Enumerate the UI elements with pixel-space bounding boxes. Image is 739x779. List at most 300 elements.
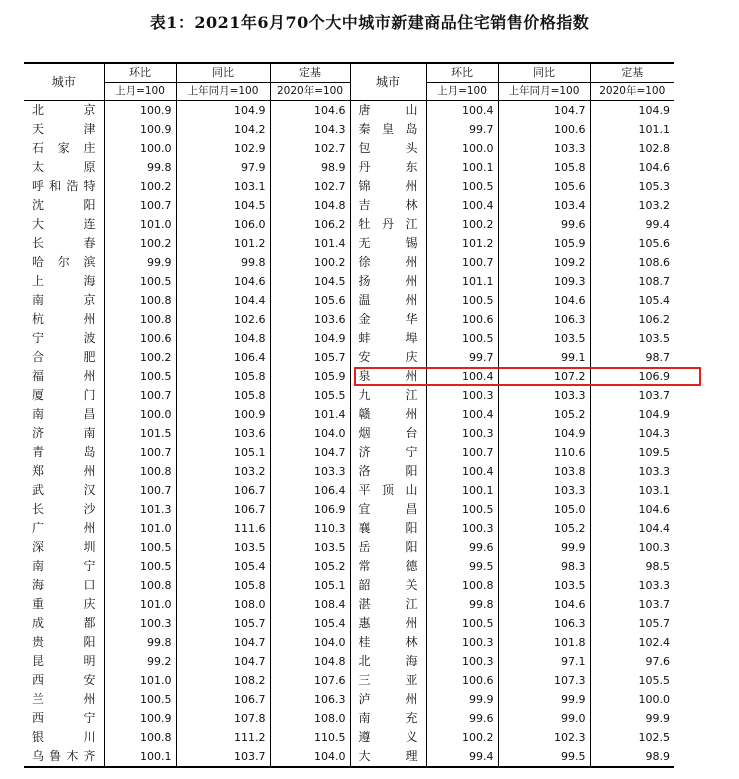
city-cell: 宁 波 bbox=[32, 331, 96, 345]
city-cell: 重 庆 bbox=[32, 597, 96, 611]
value-cell: 100.7 bbox=[104, 196, 176, 215]
value-cell: 100.8 bbox=[104, 310, 176, 329]
value-cell: 108.4 bbox=[270, 595, 350, 614]
value-cell: 105.2 bbox=[498, 519, 590, 538]
value-cell: 99.8 bbox=[176, 253, 270, 272]
value-cell: 104.6 bbox=[498, 291, 590, 310]
value-cell: 100.9 bbox=[104, 709, 176, 728]
city-cell: 牡丹江 bbox=[350, 215, 426, 234]
value-cell: 100.0 bbox=[426, 139, 498, 158]
city-cell: 吉 林 bbox=[350, 196, 426, 215]
header-city: 城市 bbox=[350, 63, 426, 101]
value-cell: 98.3 bbox=[498, 557, 590, 576]
value-cell: 102.9 bbox=[176, 139, 270, 158]
city-cell: 襄 阳 bbox=[350, 519, 426, 538]
table-row bbox=[24, 272, 674, 291]
value-cell: 111.6 bbox=[176, 519, 270, 538]
value-cell: 104.8 bbox=[176, 329, 270, 348]
value-cell: 101.4 bbox=[270, 405, 350, 424]
value-cell: 100.3 bbox=[426, 424, 498, 443]
city-cell: 泸 州 bbox=[350, 690, 426, 709]
city-cell: 大 连 bbox=[32, 217, 96, 231]
city-cell: 南 京 bbox=[32, 293, 96, 307]
value-cell: 100.0 bbox=[104, 139, 176, 158]
city-cell: 平顶山 bbox=[350, 481, 426, 500]
value-cell: 104.0 bbox=[270, 633, 350, 652]
header-yoy: 同比 bbox=[498, 63, 590, 83]
city-cell: 长 春 bbox=[32, 236, 96, 250]
value-cell: 106.2 bbox=[270, 215, 350, 234]
value-cell: 103.2 bbox=[590, 196, 674, 215]
value-cell: 99.7 bbox=[426, 348, 498, 367]
value-cell: 106.3 bbox=[498, 614, 590, 633]
table-row bbox=[24, 709, 674, 728]
city-cell: 西 安 bbox=[32, 673, 96, 687]
table-row bbox=[24, 652, 674, 671]
value-cell: 105.0 bbox=[498, 500, 590, 519]
value-cell: 100.5 bbox=[426, 500, 498, 519]
table-row bbox=[24, 614, 674, 633]
value-cell: 106.7 bbox=[176, 500, 270, 519]
header-mom-sub: 上月=100 bbox=[104, 83, 176, 101]
city-cell: 包 头 bbox=[350, 139, 426, 158]
value-cell: 100.4 bbox=[426, 196, 498, 215]
city-cell: 丹 东 bbox=[350, 158, 426, 177]
value-cell: 98.5 bbox=[590, 557, 674, 576]
value-cell: 99.9 bbox=[590, 709, 674, 728]
city-cell: 遵 义 bbox=[350, 728, 426, 747]
value-cell: 100.8 bbox=[104, 728, 176, 747]
value-cell: 100.5 bbox=[426, 177, 498, 196]
value-cell: 108.7 bbox=[590, 272, 674, 291]
value-cell: 103.7 bbox=[590, 386, 674, 405]
value-cell: 105.8 bbox=[176, 367, 270, 386]
value-cell: 100.6 bbox=[426, 310, 498, 329]
city-cell: 常 德 bbox=[350, 557, 426, 576]
header-mom-sub: 上月=100 bbox=[426, 83, 498, 101]
value-cell: 105.7 bbox=[176, 614, 270, 633]
value-cell: 104.6 bbox=[590, 500, 674, 519]
value-cell: 100.3 bbox=[426, 652, 498, 671]
header-yoy: 同比 bbox=[176, 63, 270, 83]
value-cell: 100.8 bbox=[104, 462, 176, 481]
value-cell: 105.2 bbox=[270, 557, 350, 576]
table-row bbox=[24, 139, 674, 158]
city-cell: 赣 州 bbox=[350, 405, 426, 424]
table-row bbox=[24, 348, 674, 367]
value-cell: 105.6 bbox=[498, 177, 590, 196]
value-cell: 104.9 bbox=[590, 405, 674, 424]
value-cell: 105.4 bbox=[590, 291, 674, 310]
city-cell: 韶 关 bbox=[350, 576, 426, 595]
city-cell: 厦 门 bbox=[32, 388, 96, 402]
value-cell: 110.6 bbox=[498, 443, 590, 462]
value-cell: 106.2 bbox=[590, 310, 674, 329]
value-cell: 103.5 bbox=[176, 538, 270, 557]
city-cell: 北 海 bbox=[350, 652, 426, 671]
value-cell: 103.8 bbox=[498, 462, 590, 481]
city-cell: 蚌 埠 bbox=[350, 329, 426, 348]
value-cell: 100.5 bbox=[426, 329, 498, 348]
value-cell: 106.3 bbox=[498, 310, 590, 329]
value-cell: 109.5 bbox=[590, 443, 674, 462]
table-row bbox=[24, 728, 674, 747]
value-cell: 104.7 bbox=[270, 443, 350, 462]
value-cell: 100.2 bbox=[426, 728, 498, 747]
value-cell: 103.7 bbox=[590, 595, 674, 614]
value-cell: 106.9 bbox=[590, 367, 674, 386]
city-cell: 无 锡 bbox=[350, 234, 426, 253]
value-cell: 104.2 bbox=[176, 120, 270, 139]
value-cell: 101.0 bbox=[104, 671, 176, 690]
value-cell: 101.4 bbox=[270, 234, 350, 253]
value-cell: 104.6 bbox=[590, 158, 674, 177]
header-base: 定基 bbox=[270, 63, 350, 83]
city-cell: 武 汉 bbox=[32, 483, 96, 497]
city-cell: 安 庆 bbox=[350, 348, 426, 367]
value-cell: 100.4 bbox=[426, 405, 498, 424]
value-cell: 104.4 bbox=[590, 519, 674, 538]
value-cell: 102.3 bbox=[498, 728, 590, 747]
value-cell: 99.1 bbox=[498, 348, 590, 367]
value-cell: 101.2 bbox=[176, 234, 270, 253]
value-cell: 106.4 bbox=[176, 348, 270, 367]
value-cell: 105.8 bbox=[176, 386, 270, 405]
value-cell: 104.5 bbox=[176, 196, 270, 215]
city-cell: 唐 山 bbox=[350, 101, 426, 121]
city-cell: 三 亚 bbox=[350, 671, 426, 690]
value-cell: 109.2 bbox=[498, 253, 590, 272]
value-cell: 103.3 bbox=[498, 386, 590, 405]
value-cell: 103.1 bbox=[590, 481, 674, 500]
city-cell: 天 津 bbox=[32, 122, 96, 136]
value-cell: 107.8 bbox=[176, 709, 270, 728]
city-cell: 杭 州 bbox=[32, 312, 96, 326]
city-cell: 兰 州 bbox=[32, 692, 96, 706]
value-cell: 103.6 bbox=[176, 424, 270, 443]
table-row bbox=[24, 557, 674, 576]
value-cell: 100.4 bbox=[426, 101, 498, 121]
value-cell: 106.7 bbox=[176, 481, 270, 500]
value-cell: 105.5 bbox=[270, 386, 350, 405]
city-cell: 秦皇岛 bbox=[350, 120, 426, 139]
value-cell: 106.7 bbox=[176, 690, 270, 709]
value-cell: 111.2 bbox=[176, 728, 270, 747]
value-cell: 104.9 bbox=[176, 101, 270, 121]
value-cell: 99.9 bbox=[498, 538, 590, 557]
value-cell: 100.6 bbox=[498, 120, 590, 139]
value-cell: 100.4 bbox=[426, 462, 498, 481]
value-cell: 100.7 bbox=[104, 386, 176, 405]
value-cell: 101.0 bbox=[104, 215, 176, 234]
value-cell: 104.5 bbox=[270, 272, 350, 291]
table-row bbox=[24, 215, 674, 234]
value-cell: 100.7 bbox=[104, 481, 176, 500]
table-row bbox=[24, 424, 674, 443]
value-cell: 100.6 bbox=[426, 671, 498, 690]
value-cell: 103.5 bbox=[498, 576, 590, 595]
value-cell: 108.0 bbox=[176, 595, 270, 614]
value-cell: 104.7 bbox=[176, 633, 270, 652]
value-cell: 107.2 bbox=[498, 367, 590, 386]
city-cell: 长 沙 bbox=[32, 502, 96, 516]
header-mom: 环比 bbox=[104, 63, 176, 83]
value-cell: 103.5 bbox=[590, 329, 674, 348]
value-cell: 99.6 bbox=[498, 215, 590, 234]
table-row bbox=[24, 576, 674, 595]
value-cell: 100.8 bbox=[104, 291, 176, 310]
value-cell: 105.3 bbox=[590, 177, 674, 196]
table-row bbox=[24, 158, 674, 177]
city-cell: 成 都 bbox=[32, 616, 96, 630]
value-cell: 108.6 bbox=[590, 253, 674, 272]
value-cell: 100.3 bbox=[426, 633, 498, 652]
value-cell: 100.5 bbox=[104, 538, 176, 557]
value-cell: 108.0 bbox=[270, 709, 350, 728]
value-cell: 105.8 bbox=[176, 576, 270, 595]
value-cell: 104.0 bbox=[270, 424, 350, 443]
city-cell: 西 宁 bbox=[32, 711, 96, 725]
value-cell: 99.8 bbox=[104, 633, 176, 652]
city-cell: 锦 州 bbox=[350, 177, 426, 196]
value-cell: 100.9 bbox=[104, 120, 176, 139]
value-cell: 105.7 bbox=[270, 348, 350, 367]
value-cell: 99.6 bbox=[426, 709, 498, 728]
city-cell: 郑 州 bbox=[32, 464, 96, 478]
value-cell: 106.4 bbox=[270, 481, 350, 500]
table-row bbox=[24, 234, 674, 253]
city-cell: 沈 阳 bbox=[32, 198, 96, 212]
city-cell: 泉 州 bbox=[350, 367, 426, 386]
value-cell: 100.8 bbox=[104, 576, 176, 595]
value-cell: 104.9 bbox=[270, 329, 350, 348]
value-cell: 102.6 bbox=[176, 310, 270, 329]
value-cell: 103.7 bbox=[176, 747, 270, 767]
value-cell: 105.2 bbox=[498, 405, 590, 424]
value-cell: 100.5 bbox=[104, 367, 176, 386]
city-cell: 昆 明 bbox=[32, 654, 96, 668]
value-cell: 103.4 bbox=[498, 196, 590, 215]
table-row bbox=[24, 120, 674, 139]
value-cell: 100.1 bbox=[426, 481, 498, 500]
value-cell: 100.5 bbox=[426, 614, 498, 633]
value-cell: 110.3 bbox=[270, 519, 350, 538]
city-cell: 广 州 bbox=[32, 521, 96, 535]
value-cell: 98.7 bbox=[590, 348, 674, 367]
header-city: 城市 bbox=[51, 75, 76, 89]
value-cell: 99.8 bbox=[104, 158, 176, 177]
table-row bbox=[24, 671, 674, 690]
city-cell: 青 岛 bbox=[32, 445, 96, 459]
value-cell: 106.0 bbox=[176, 215, 270, 234]
value-cell: 101.2 bbox=[426, 234, 498, 253]
value-cell: 100.3 bbox=[426, 386, 498, 405]
value-cell: 104.8 bbox=[270, 652, 350, 671]
city-cell: 宜 昌 bbox=[350, 500, 426, 519]
value-cell: 108.2 bbox=[176, 671, 270, 690]
value-cell: 104.3 bbox=[590, 424, 674, 443]
value-cell: 105.8 bbox=[498, 158, 590, 177]
page-title: 表1：2021年6月70个大中城市新建商品住宅销售价格指数 bbox=[149, 13, 590, 32]
value-cell: 103.3 bbox=[590, 576, 674, 595]
value-cell: 101.0 bbox=[104, 519, 176, 538]
value-cell: 104.4 bbox=[176, 291, 270, 310]
value-cell: 103.5 bbox=[498, 329, 590, 348]
value-cell: 100.0 bbox=[590, 690, 674, 709]
value-cell: 104.6 bbox=[270, 101, 350, 121]
value-cell: 100.9 bbox=[176, 405, 270, 424]
value-cell: 100.9 bbox=[104, 101, 176, 121]
table-row bbox=[24, 310, 674, 329]
city-cell: 太 原 bbox=[32, 160, 96, 174]
value-cell: 100.5 bbox=[426, 291, 498, 310]
value-cell: 99.8 bbox=[426, 595, 498, 614]
table-row bbox=[24, 177, 674, 196]
value-cell: 100.2 bbox=[270, 253, 350, 272]
value-cell: 100.4 bbox=[426, 367, 498, 386]
value-cell: 100.2 bbox=[104, 348, 176, 367]
value-cell: 100.5 bbox=[104, 557, 176, 576]
value-cell: 102.8 bbox=[590, 139, 674, 158]
value-cell: 104.6 bbox=[498, 595, 590, 614]
city-cell: 呼和浩特 bbox=[32, 179, 96, 193]
value-cell: 105.1 bbox=[176, 443, 270, 462]
table-body bbox=[24, 101, 674, 768]
city-cell: 湛 江 bbox=[350, 595, 426, 614]
value-cell: 105.9 bbox=[270, 367, 350, 386]
value-cell: 103.5 bbox=[270, 538, 350, 557]
value-cell: 99.0 bbox=[498, 709, 590, 728]
city-cell: 深 圳 bbox=[32, 540, 96, 554]
city-cell: 九 江 bbox=[350, 386, 426, 405]
city-cell: 南 充 bbox=[350, 709, 426, 728]
city-cell: 南 宁 bbox=[32, 559, 96, 573]
value-cell: 104.9 bbox=[590, 101, 674, 121]
value-cell: 106.9 bbox=[270, 500, 350, 519]
value-cell: 100.3 bbox=[590, 538, 674, 557]
city-cell: 南 昌 bbox=[32, 407, 96, 421]
city-cell: 贵 阳 bbox=[32, 635, 96, 649]
header-base-sub: 2020年=100 bbox=[590, 83, 674, 101]
value-cell: 100.2 bbox=[104, 177, 176, 196]
city-cell: 大 理 bbox=[350, 747, 426, 767]
value-cell: 103.6 bbox=[270, 310, 350, 329]
value-cell: 97.1 bbox=[498, 652, 590, 671]
table-row bbox=[24, 633, 674, 652]
value-cell: 105.9 bbox=[498, 234, 590, 253]
value-cell: 102.7 bbox=[270, 139, 350, 158]
value-cell: 98.9 bbox=[590, 747, 674, 767]
city-cell: 徐 州 bbox=[350, 253, 426, 272]
city-cell: 海 口 bbox=[32, 578, 96, 592]
header-yoy-sub: 上年同月=100 bbox=[498, 83, 590, 101]
city-cell: 惠 州 bbox=[350, 614, 426, 633]
value-cell: 99.4 bbox=[590, 215, 674, 234]
value-cell: 103.3 bbox=[590, 462, 674, 481]
table-row bbox=[24, 101, 674, 121]
table-row bbox=[24, 196, 674, 215]
value-cell: 101.3 bbox=[104, 500, 176, 519]
header-mom: 环比 bbox=[426, 63, 498, 83]
value-cell: 100.7 bbox=[104, 443, 176, 462]
value-cell: 103.3 bbox=[498, 139, 590, 158]
value-cell: 102.4 bbox=[590, 633, 674, 652]
value-cell: 97.6 bbox=[590, 652, 674, 671]
table-row bbox=[24, 405, 674, 424]
value-cell: 99.5 bbox=[426, 557, 498, 576]
value-cell: 105.7 bbox=[590, 614, 674, 633]
value-cell: 104.6 bbox=[176, 272, 270, 291]
table-row bbox=[24, 291, 674, 310]
value-cell: 104.7 bbox=[498, 101, 590, 121]
table-row bbox=[24, 500, 674, 519]
value-cell: 100.1 bbox=[426, 158, 498, 177]
value-cell: 103.3 bbox=[270, 462, 350, 481]
value-cell: 107.3 bbox=[498, 671, 590, 690]
city-cell: 桂 林 bbox=[350, 633, 426, 652]
value-cell: 101.1 bbox=[426, 272, 498, 291]
value-cell: 102.7 bbox=[270, 177, 350, 196]
price-index-table bbox=[24, 62, 674, 768]
value-cell: 99.9 bbox=[104, 253, 176, 272]
header-yoy-sub: 上年同月=100 bbox=[176, 83, 270, 101]
table-header bbox=[24, 63, 674, 101]
value-cell: 104.3 bbox=[270, 120, 350, 139]
value-cell: 100.0 bbox=[104, 405, 176, 424]
city-cell: 哈尔滨 bbox=[32, 255, 96, 269]
table-row bbox=[24, 690, 674, 709]
value-cell: 99.7 bbox=[426, 120, 498, 139]
city-cell: 洛 阳 bbox=[350, 462, 426, 481]
city-cell: 石家庄 bbox=[32, 141, 96, 155]
value-cell: 105.4 bbox=[176, 557, 270, 576]
value-cell: 103.1 bbox=[176, 177, 270, 196]
table-row bbox=[24, 253, 674, 272]
value-cell: 99.9 bbox=[498, 690, 590, 709]
header-base-sub: 2020年=100 bbox=[270, 83, 350, 101]
value-cell: 97.9 bbox=[176, 158, 270, 177]
value-cell: 100.3 bbox=[426, 519, 498, 538]
city-cell: 合 肥 bbox=[32, 350, 96, 364]
value-cell: 105.1 bbox=[270, 576, 350, 595]
table-row bbox=[24, 519, 674, 538]
value-cell: 101.8 bbox=[498, 633, 590, 652]
value-cell: 100.5 bbox=[104, 690, 176, 709]
value-cell: 100.5 bbox=[104, 272, 176, 291]
table-row bbox=[24, 747, 674, 767]
value-cell: 104.0 bbox=[270, 747, 350, 767]
header-base: 定基 bbox=[590, 63, 674, 83]
city-cell: 扬 州 bbox=[350, 272, 426, 291]
value-cell: 100.6 bbox=[104, 329, 176, 348]
value-cell: 104.7 bbox=[176, 652, 270, 671]
city-cell: 金 华 bbox=[350, 310, 426, 329]
value-cell: 100.7 bbox=[426, 253, 498, 272]
value-cell: 101.0 bbox=[104, 595, 176, 614]
city-cell: 烟 台 bbox=[350, 424, 426, 443]
city-cell: 北 京 bbox=[32, 103, 96, 117]
value-cell: 99.6 bbox=[426, 538, 498, 557]
value-cell: 100.2 bbox=[104, 234, 176, 253]
table-row bbox=[24, 367, 674, 386]
value-cell: 104.8 bbox=[270, 196, 350, 215]
table-row bbox=[24, 595, 674, 614]
table-row bbox=[24, 386, 674, 405]
city-cell: 济 宁 bbox=[350, 443, 426, 462]
value-cell: 105.6 bbox=[590, 234, 674, 253]
value-cell: 103.2 bbox=[176, 462, 270, 481]
city-cell: 济 南 bbox=[32, 426, 96, 440]
